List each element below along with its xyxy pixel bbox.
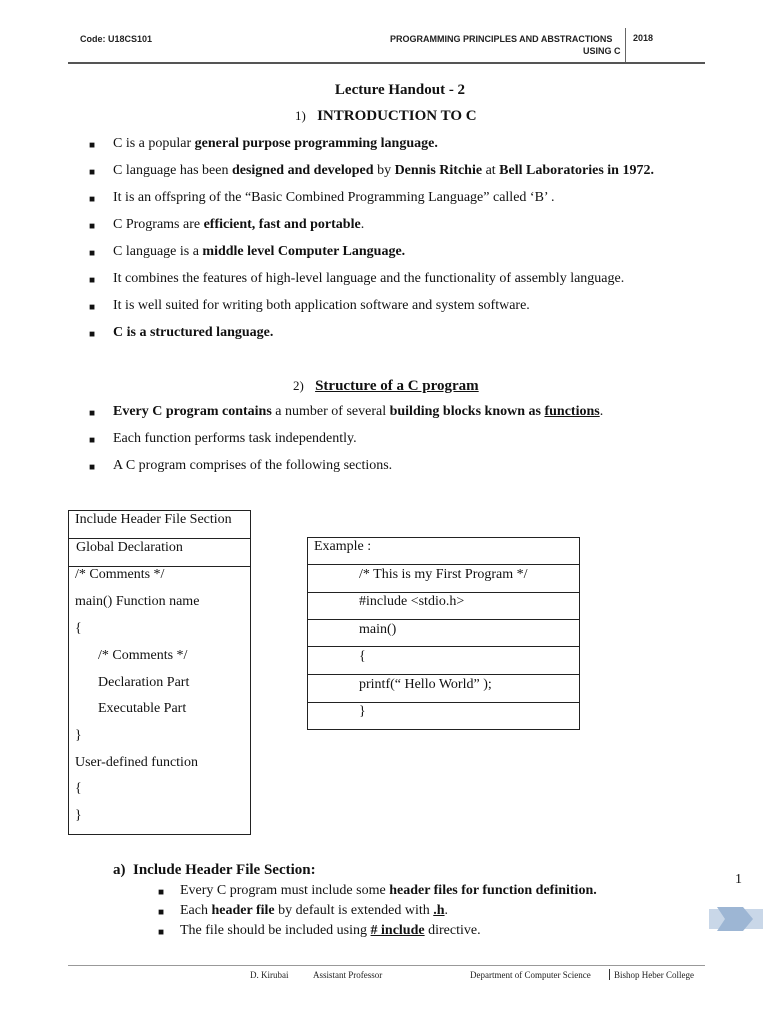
footer-department: Department of Computer Science <box>470 970 591 980</box>
table-divider <box>307 592 580 593</box>
structure-line: /* Comments */ <box>98 648 188 663</box>
table-divider <box>307 646 580 647</box>
section1-heading <box>295 108 477 125</box>
course-title-line1: PROGRAMMING PRINCIPLES AND ABSTRACTIONS <box>390 34 613 44</box>
list-item: ■ A C program comprises of the following sections. <box>113 458 392 474</box>
header-divider <box>625 28 626 62</box>
bullet-icon: ■ <box>158 907 165 918</box>
structure-row-header: Include Header File Section <box>75 512 232 527</box>
table-divider <box>68 538 251 539</box>
section1-title: INTRODUCTION TO C <box>317 108 477 124</box>
list-item: ■ It is an offspring of the “Basic Combined Programming Language” called ‘B’ . <box>113 190 555 206</box>
bullet-icon: ■ <box>158 927 165 938</box>
table-divider <box>307 702 580 703</box>
list-item: ■ C is a structured language. <box>113 325 273 341</box>
table-divider <box>307 564 580 565</box>
bullet-icon: ■ <box>89 302 96 313</box>
structure-line: } <box>75 808 82 823</box>
example-row: #include <stdio.h> <box>359 594 465 609</box>
bullet-icon: ■ <box>89 329 96 340</box>
structure-table <box>68 510 251 835</box>
table-divider <box>307 674 580 675</box>
bullet-icon: ■ <box>89 248 96 259</box>
subsection-a-label: a) <box>113 862 126 878</box>
structure-row-global: Global Declaration <box>76 540 183 555</box>
example-row: { <box>359 649 366 664</box>
header-rule <box>68 62 705 64</box>
bullet-icon: ■ <box>89 408 96 419</box>
bullet-icon: ■ <box>89 221 96 232</box>
footer-role: Assistant Professor <box>313 970 383 980</box>
list-item: ■ Every C program must include some header files for function definition. <box>180 883 597 899</box>
structure-line: } <box>75 728 82 743</box>
bullet-icon: ■ <box>89 167 96 178</box>
list-item: ■ Every C program contains a number of several building blocks known as functions. <box>113 404 603 420</box>
subsection-a-heading <box>113 862 316 879</box>
footer-author: D. Kirubai <box>250 970 289 980</box>
list-item: ■ The file should be included using # include directive. <box>180 923 481 939</box>
example-row: printf(“ Hello World” ); <box>359 677 492 692</box>
list-item: ■ C language has been designed and developed by Dennis Ritchie at Bell Laboratories in 1972. <box>113 163 654 179</box>
footer-rule <box>68 965 705 966</box>
course-code: Code: U18CS101 <box>80 34 153 44</box>
list-item: ■ It combines the features of high-level language and the functionality of assembly language. <box>113 271 624 287</box>
page-number: 1 <box>735 872 742 887</box>
page-arrow-icon <box>709 905 763 933</box>
bullet-icon: ■ <box>89 462 96 473</box>
example-row: main() <box>359 622 397 637</box>
example-row: } <box>359 704 366 719</box>
section2-number: 2) <box>293 378 304 393</box>
bullet-icon: ■ <box>89 435 96 446</box>
section2-heading <box>293 378 479 395</box>
list-item: ■ It is well suited for writing both application software and system software. <box>113 298 530 314</box>
subsection-a-title: Include Header File Section: <box>133 862 316 878</box>
bullet-icon: ■ <box>158 887 165 898</box>
list-item: ■ C language is a middle level Computer Language. <box>113 244 405 260</box>
bullet-icon: ■ <box>89 140 96 151</box>
structure-line: Declaration Part <box>98 675 190 690</box>
section1-number: 1) <box>295 108 306 123</box>
year: 2018 <box>633 33 654 43</box>
page-title: Lecture Handout - 2 <box>334 82 466 98</box>
structure-line: Executable Part <box>98 701 187 716</box>
example-row: /* This is my First Program */ <box>359 567 528 582</box>
example-header: Example : <box>314 539 372 554</box>
list-item: ■ C is a popular general purpose programming language. <box>113 136 438 152</box>
footer-divider <box>609 969 610 980</box>
section2-title: Structure of a C program <box>315 378 479 394</box>
structure-line: User-defined function <box>75 755 198 770</box>
table-divider <box>307 619 580 620</box>
list-item: ■ C Programs are efficient, fast and portable. <box>113 217 364 233</box>
structure-line: main() Function name <box>75 594 200 609</box>
list-item: ■ Each function performs task independently. <box>113 431 357 447</box>
bullet-icon: ■ <box>89 275 96 286</box>
footer-college: Bishop Heber College <box>614 970 694 980</box>
course-title-line2: USING C <box>583 46 621 56</box>
bullet-icon: ■ <box>89 194 96 205</box>
structure-line: { <box>75 621 82 636</box>
structure-line: /* Comments */ <box>75 567 165 582</box>
list-item: ■ Each header file by default is extended with .h. <box>180 903 448 919</box>
structure-line: { <box>75 781 82 796</box>
